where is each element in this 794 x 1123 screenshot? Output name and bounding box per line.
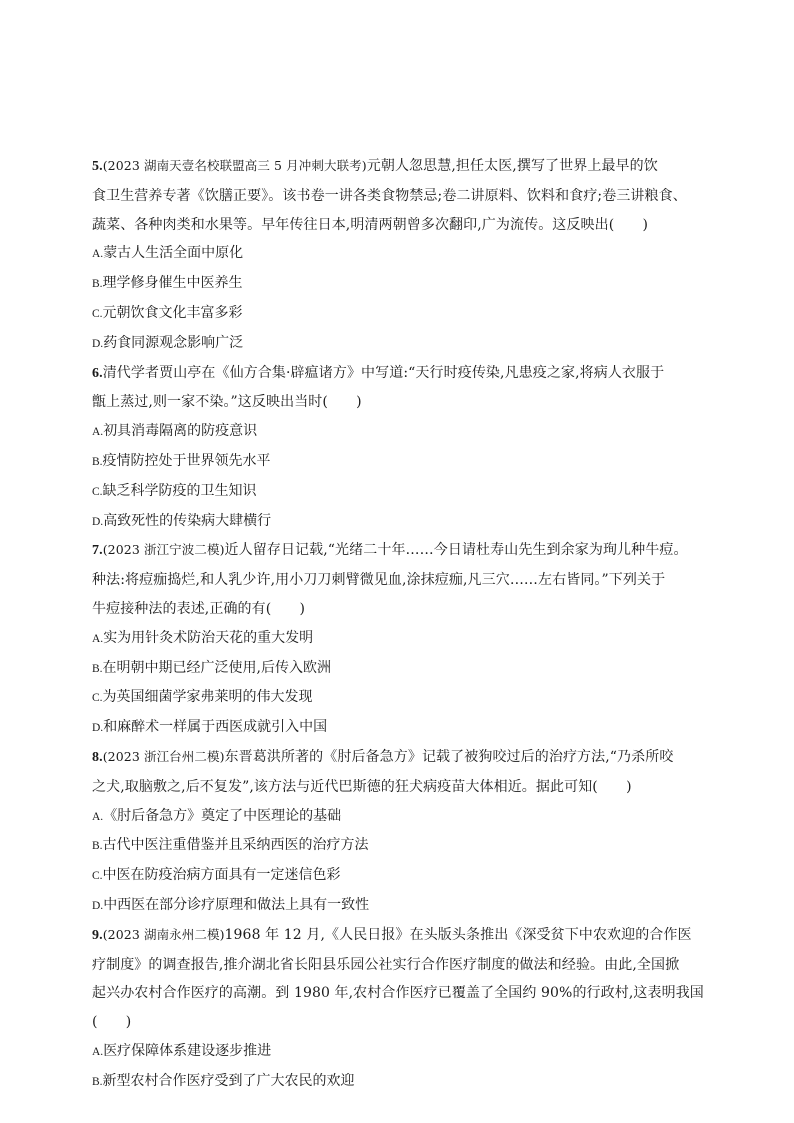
stem-line: 1968 年 12 月,《人民日报》在头版头条推出《深受贫下中农欢迎的合作医: [224, 926, 692, 943]
question-6: [92, 359, 732, 537]
option-c[interactable]: C.为英国细菌学家弗莱明的伟大发现: [92, 689, 313, 706]
option-b[interactable]: B.疫情防控处于世界领先水平: [92, 452, 271, 469]
option-b[interactable]: B.理学修身催生中医养生: [92, 275, 243, 292]
option-d[interactable]: D.中西医在部分诊疗原理和做法上具有一致性: [92, 896, 370, 913]
option-d[interactable]: D.药食同源观念影响广泛: [92, 334, 244, 351]
question-number: 8.: [92, 749, 103, 765]
option-a[interactable]: A.初具消毒隔离的防疫意识: [92, 423, 258, 440]
option-c[interactable]: C.中医在防疫治病方面具有一定迷信色彩: [92, 867, 341, 884]
option-c[interactable]: C.元朝饮食文化丰富多彩: [92, 304, 243, 321]
question-source: (2023 湖南天壹名校联盟高三 5 月冲刺大联考): [102, 158, 367, 173]
option-b[interactable]: B.古代中医注重借鉴并且采纳西医的治疗方法: [92, 837, 369, 854]
stem-line: ( ): [92, 1014, 132, 1031]
stem-line: 食卫生营养专著《饮膳正要》。该书卷一讲各类食物禁忌;卷二讲原料、饮料和食疗;卷三讲粮食、: [92, 187, 687, 204]
question-stem: [92, 152, 732, 239]
question-stem: [92, 743, 732, 802]
question-stem: [92, 921, 732, 1037]
question-source: (2023 湖南永州二模): [102, 926, 225, 942]
option-b[interactable]: B.在明朝中期已经广泛使用,后传入欧洲: [92, 659, 331, 676]
stem-line: 牛痘接种法的表述,正确的有( ): [92, 600, 306, 617]
question-5: [92, 152, 732, 359]
stem-line: 近人留存日记载,“光绪二十年……今日请杜寿山先生到余家为珣儿种牛痘。: [224, 542, 688, 559]
stem-line: 种法:将痘痂捣烂,和人乳少许,用小刀刀刺臂微见血,涂抹痘痂,凡三穴……左右皆同。”下列关于: [92, 572, 666, 589]
stem-line: 东晋葛洪所著的《肘后备急方》记载了被狗咬过后的治疗方法,“乃杀所咬: [224, 748, 674, 765]
stem-line: 蔬菜、各种肉类和水果等。早年传往日本,明清两朝曾多次翻印,广为流传。这反映出( ): [92, 216, 649, 233]
question-stem: [92, 536, 732, 623]
stem-line: 疗制度》的调查报告,推介湖北省长阳县乐园公社实行合作医疗制度的做法和经验。由此,全国掀: [92, 956, 680, 973]
question-stem: [92, 359, 732, 418]
option-c[interactable]: C.缺乏科学防疫的卫生知识: [92, 482, 257, 499]
option-a[interactable]: A.《肘后备急方》奠定了中医理论的基础: [92, 807, 342, 824]
question-8: [92, 743, 732, 921]
option-a[interactable]: A.蒙古人生活全面中原化: [92, 245, 244, 262]
question-9: [92, 921, 732, 1097]
option-a[interactable]: A.实为用针灸术防治天花的重大发明: [92, 629, 314, 646]
question-number: 6.: [92, 365, 103, 381]
question-source: (2023 浙江台州二模): [102, 748, 225, 764]
option-b[interactable]: B.新型农村合作医疗受到了广大农民的欢迎: [92, 1072, 355, 1089]
option-d[interactable]: D.和麻醉术一样属于西医成就引入中国: [92, 719, 328, 736]
question-number: 7.: [92, 543, 103, 559]
option-a[interactable]: A.医疗保障体系建设逐步推进: [92, 1042, 272, 1059]
question-number: 5.: [92, 159, 103, 174]
option-d[interactable]: D.高致死性的传染病大肆横行: [92, 512, 272, 529]
question-page: [92, 152, 732, 1097]
question-source: (2023 浙江宁波二模): [102, 542, 225, 558]
stem-line: 甑上蒸过,则一家不染。”这反映出当时( ): [92, 394, 362, 411]
stem-line: 之犬,取脑敷之,后不复发”,该方法与近代巴斯德的狂犬病疫苗大体相近。据此可知( ): [92, 778, 632, 795]
stem-line: 起兴办农村合作医疗的高潮。到 1980 年,农村合作医疗已覆盖了全国约 90%的行政村,这表明我国: [92, 985, 704, 1002]
question-number: 9.: [92, 927, 103, 943]
stem-line: 元朝人忽思慧,担任太医,撰写了世界上最早的饮: [366, 158, 658, 174]
question-7: [92, 536, 732, 743]
stem-line: 清代学者贾山亭在《仙方合集·辟瘟诸方》中写道:“天行时疫传染,凡患疫之家,将病人衣服于: [102, 364, 665, 381]
